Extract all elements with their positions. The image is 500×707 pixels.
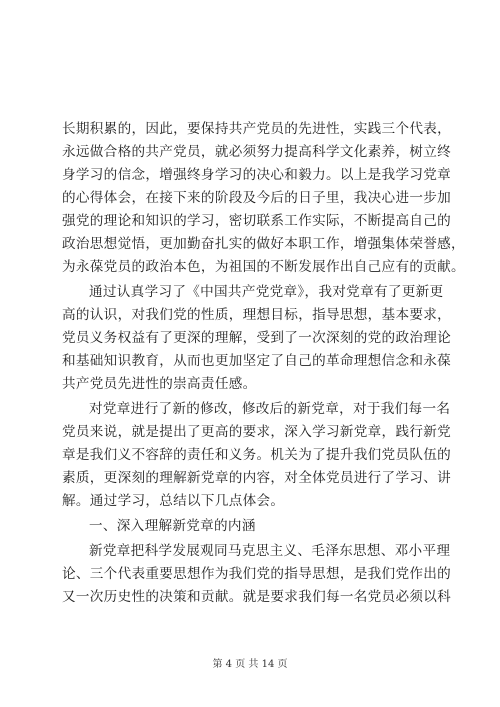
section-heading: 一、深入理解新党章的内涵 — [89, 518, 256, 534]
text-line: 的心得体会，在接下来的阶段及今后的日子里，我决心进一步加 — [62, 190, 452, 206]
text-line: 身学习的信念，增强终身学习的决心和毅力。以上是我学习党章 — [62, 167, 452, 183]
page-footer — [0, 655, 500, 670]
text-line: 章是我们义不容辞的责任和义务。机关为了提升我们党员队伍的 — [62, 447, 452, 463]
text-line: 党员来说，就是提出了更高的要求，深入学习新党章，践行新党 — [62, 424, 452, 440]
text-line: 为永葆党员的政治本色，为祖国的不断发展作出自己应有的贡献。 — [62, 259, 465, 275]
text-line: 和基础知识教育，从而也更加坚定了自己的革命理想信念和永葆 — [62, 353, 452, 369]
paragraph-start-line: 对党章进行了新的修改，修改后的新党章，对于我们每一名 — [89, 401, 451, 417]
paragraph-start-line: 通过认真学习了《中国共产党党章》，我对党章有了更新更 — [89, 284, 444, 300]
text-line: 长期积累的，因此，要保持共产党员的先进性，实践三个代表， — [62, 121, 452, 137]
paragraph-start-line: 新党章把科学发展观同马克思主义、毛泽东思想、邓小平理 — [89, 543, 451, 559]
text-line: 解。通过学习，总结以下几点体会。 — [62, 493, 285, 509]
text-line: 素质，更深刻的理解新党章的内容，对全体党员进行了学习、讲 — [62, 470, 452, 486]
text-line: 论、三个代表重要思想作为我们党的指导思想，是我们党作出的 — [62, 566, 452, 582]
text-line: 高的认识，对我们党的性质，理想目标，指导思想，基本要求， — [62, 307, 452, 323]
text-line: 党员义务权益有了更深的理解，受到了一次深刻的党的政治理论 — [62, 330, 452, 346]
page-number-label: 第 4 页 共 14 页 — [212, 659, 288, 670]
text-line: 又一次历史性的决策和贡献。就是要求我们每一名党员必须以科 — [62, 589, 452, 605]
document-body — [62, 118, 465, 609]
text-line: 共产党员先进性的崇高责任感。 — [62, 376, 257, 392]
text-line: 强党的理论和知识的学习，密切联系工作实际，不断提高自己的 — [62, 213, 452, 229]
text-line: 政治思想觉悟，更加勤奋扎实的做好本职工作，增强集体荣誉感， — [62, 236, 465, 252]
text-line: 永远做合格的共产党员，就必须努力提高科学文化素养，树立终 — [62, 144, 452, 160]
